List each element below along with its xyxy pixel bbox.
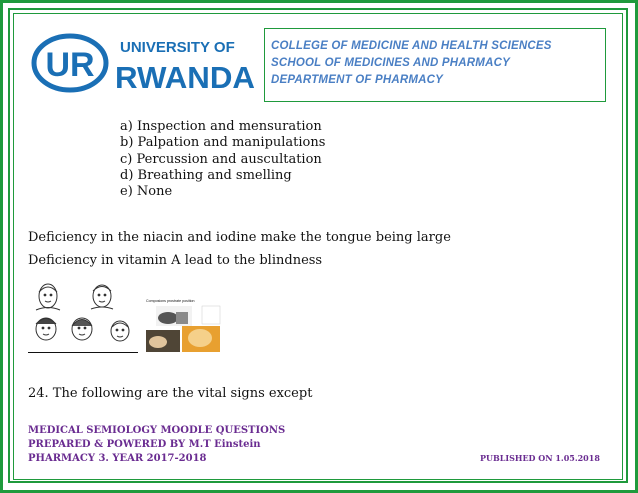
footer-year: PHARMACY 3. YEAR 2017-2018 [28,453,207,464]
image-caption: Composions prostrate position [146,299,195,303]
footer-course-title: MEDICAL SEMIOLOGY MOODLE QUESTIONS [28,425,286,436]
option-c: c) Percussion and auscultation [120,151,322,167]
header-college: COLLEGE OF MEDICINE AND HEALTH SCIENCES [271,40,552,52]
question-24: 24. The following are the vital signs except [28,386,313,401]
logo-text-top: UNIVERSITY OF [120,39,235,56]
logo-text-main: RWANDA [115,60,255,94]
footer-author: PREPARED & POWERED BY M.T Einstein [28,439,261,450]
clinical-positions-image [142,296,224,354]
footer-published-date: PUBLISHED ON 1.05.2018 [480,453,600,463]
header-school: SCHOOL OF MEDICINES AND PHARMACY [271,57,510,69]
facial-expressions-illustration [28,280,140,352]
option-e: e) None [120,184,173,200]
university-of-rwanda-logo [30,32,258,94]
option-d: d) Breathing and smelling [120,167,292,183]
option-b: b) Palpation and manipulations [120,135,326,151]
header-box [264,28,606,102]
statement-vitamin-a: Deficiency in vitamin A lead to the blindness [28,253,323,268]
header-department: DEPARTMENT OF PHARMACY [271,74,444,86]
answer-options [120,119,325,200]
separator-line [28,352,138,353]
statement-niacin-iodine: Deficiency in the niacin and iodine make the tongue being large [28,230,451,245]
option-a: a) Inspection and mensuration [120,119,322,134]
logo-monogram: UR [45,46,95,84]
